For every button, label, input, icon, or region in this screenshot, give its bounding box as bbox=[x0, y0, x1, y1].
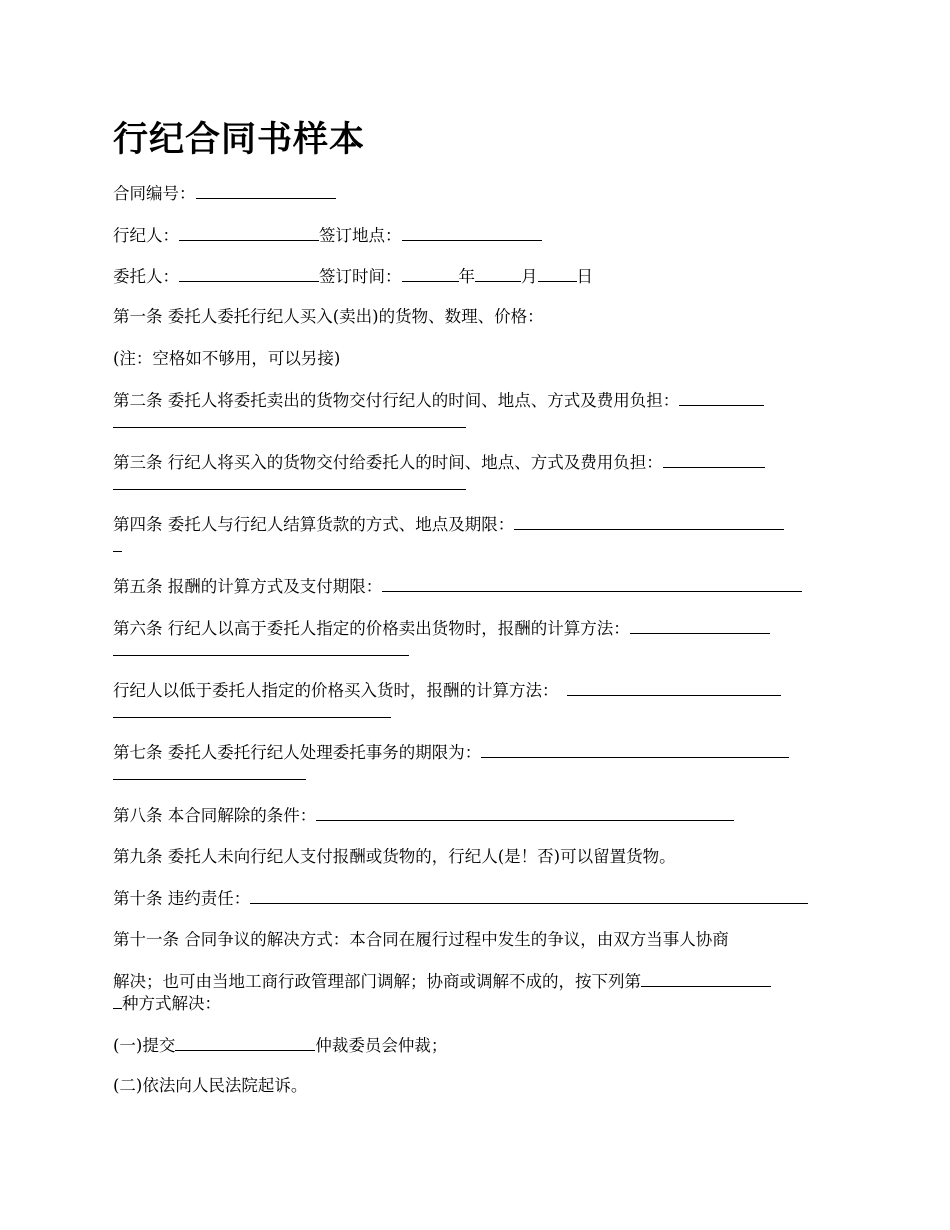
broker-line bbox=[113, 224, 542, 247]
article-6-continuation bbox=[113, 639, 409, 662]
article-6-text: 第六条 行纪人以高于委托人指定的价格卖出货物时，报酬的计算方法： bbox=[113, 619, 630, 638]
article-4-blank-cont[interactable] bbox=[113, 535, 122, 552]
article-4-text: 第四条 委托人与行纪人结算货款的方式、地点及期限： bbox=[113, 515, 515, 534]
article-3-text: 第三条 行纪人将买入的货物交付给委托人的时间、地点、方式及费用负担： bbox=[113, 453, 663, 472]
article-8 bbox=[113, 804, 734, 827]
month-label: 月 bbox=[521, 267, 538, 286]
article-4 bbox=[113, 513, 784, 536]
article-6-blank[interactable] bbox=[630, 617, 770, 634]
article-7-blank-cont[interactable] bbox=[113, 763, 306, 780]
article-8-text: 第八条 本合同解除的条件： bbox=[113, 806, 317, 825]
article-11-line-1: 第十一条 合同争议的解决方式：本合同在履行过程中发生的争议，由双方当事人协商 bbox=[113, 930, 729, 949]
broker-label: 行纪人： bbox=[113, 226, 179, 245]
sign-time-label: 签订时间： bbox=[319, 267, 402, 286]
article-11-blank[interactable] bbox=[641, 970, 771, 987]
article-11-line-2 bbox=[113, 970, 771, 993]
article-7 bbox=[113, 741, 789, 764]
article-10-text: 第十条 违约责任： bbox=[113, 889, 251, 908]
article-6b-blank-cont[interactable] bbox=[113, 701, 391, 718]
year-label: 年 bbox=[458, 267, 475, 286]
article-6b-continuation bbox=[113, 701, 391, 724]
article-5 bbox=[113, 575, 802, 598]
article-6b bbox=[113, 679, 781, 702]
option-1 bbox=[113, 1034, 447, 1057]
option-1-blank[interactable] bbox=[175, 1034, 315, 1051]
article-2-continuation bbox=[113, 411, 466, 434]
document-title: 行纪合同书样本 bbox=[113, 120, 366, 160]
article-10-blank[interactable] bbox=[250, 887, 808, 904]
principal-blank[interactable] bbox=[179, 265, 319, 282]
article-4-blank[interactable] bbox=[514, 513, 784, 530]
article-1: 第一条 委托人委托行纪人买入(卖出)的货物、数理、价格： bbox=[113, 307, 544, 326]
article-11-blank-cont[interactable] bbox=[113, 992, 122, 1009]
option-1-text-a: (一)提交 bbox=[113, 1036, 176, 1055]
article-7-blank[interactable] bbox=[481, 741, 789, 758]
option-2: (二)依法向人民法院起诉。 bbox=[113, 1076, 308, 1095]
contract-number-blank[interactable] bbox=[196, 182, 336, 199]
article-11-text-2: 解决；也可由当地工商行政管理部门调解；协商或调解不成的，按下列第 bbox=[113, 972, 641, 991]
day-label: 日 bbox=[576, 267, 593, 286]
article-10 bbox=[113, 887, 808, 910]
principal-line bbox=[113, 265, 593, 288]
article-3-continuation bbox=[113, 473, 466, 496]
article-6b-blank[interactable] bbox=[567, 679, 781, 696]
article-6-blank-cont[interactable] bbox=[113, 639, 409, 656]
sign-place-label: 签订地点： bbox=[319, 226, 402, 245]
contract-number-label: 合同编号： bbox=[113, 184, 196, 203]
article-7-text: 第七条 委托人委托行纪人处理委托事务的期限为： bbox=[113, 743, 482, 762]
day-blank[interactable] bbox=[538, 265, 577, 282]
option-1-text-b: 仲裁委员会仲裁； bbox=[315, 1036, 448, 1055]
month-blank[interactable] bbox=[475, 265, 521, 282]
article-2-text: 第二条 委托人将委托卖出的货物交付行纪人的时间、地点、方式及费用负担： bbox=[113, 391, 680, 410]
principal-label: 委托人： bbox=[113, 267, 179, 286]
article-3-blank[interactable] bbox=[663, 451, 765, 468]
note-line: (注：空格如不够用，可以另接) bbox=[113, 349, 341, 368]
article-5-blank[interactable] bbox=[382, 575, 802, 592]
article-3-blank-cont[interactable] bbox=[113, 473, 466, 490]
article-11-text-3: 种方式解决： bbox=[122, 994, 221, 1013]
sign-place-blank[interactable] bbox=[402, 224, 542, 241]
broker-blank[interactable] bbox=[179, 224, 319, 241]
article-5-text: 第五条 报酬的计算方式及支付期限： bbox=[113, 577, 383, 596]
article-8-blank[interactable] bbox=[316, 804, 734, 821]
article-9: 第九条 委托人未向行纪人支付报酬或货物的，行纪人(是！否)可以留置货物。 bbox=[113, 847, 676, 866]
article-2-blank[interactable] bbox=[679, 389, 764, 406]
contract-number-line bbox=[113, 182, 336, 205]
article-3 bbox=[113, 451, 765, 474]
article-11-line-3 bbox=[113, 992, 221, 1015]
article-2 bbox=[113, 389, 764, 412]
article-7-continuation bbox=[113, 763, 306, 786]
article-2-blank-cont[interactable] bbox=[113, 411, 466, 428]
year-blank[interactable] bbox=[402, 265, 459, 282]
article-6b-text: 行纪人以低于委托人指定的价格买入货时，报酬的计算方法： bbox=[113, 681, 559, 700]
article-4-continuation bbox=[113, 535, 122, 558]
article-6 bbox=[113, 617, 770, 640]
